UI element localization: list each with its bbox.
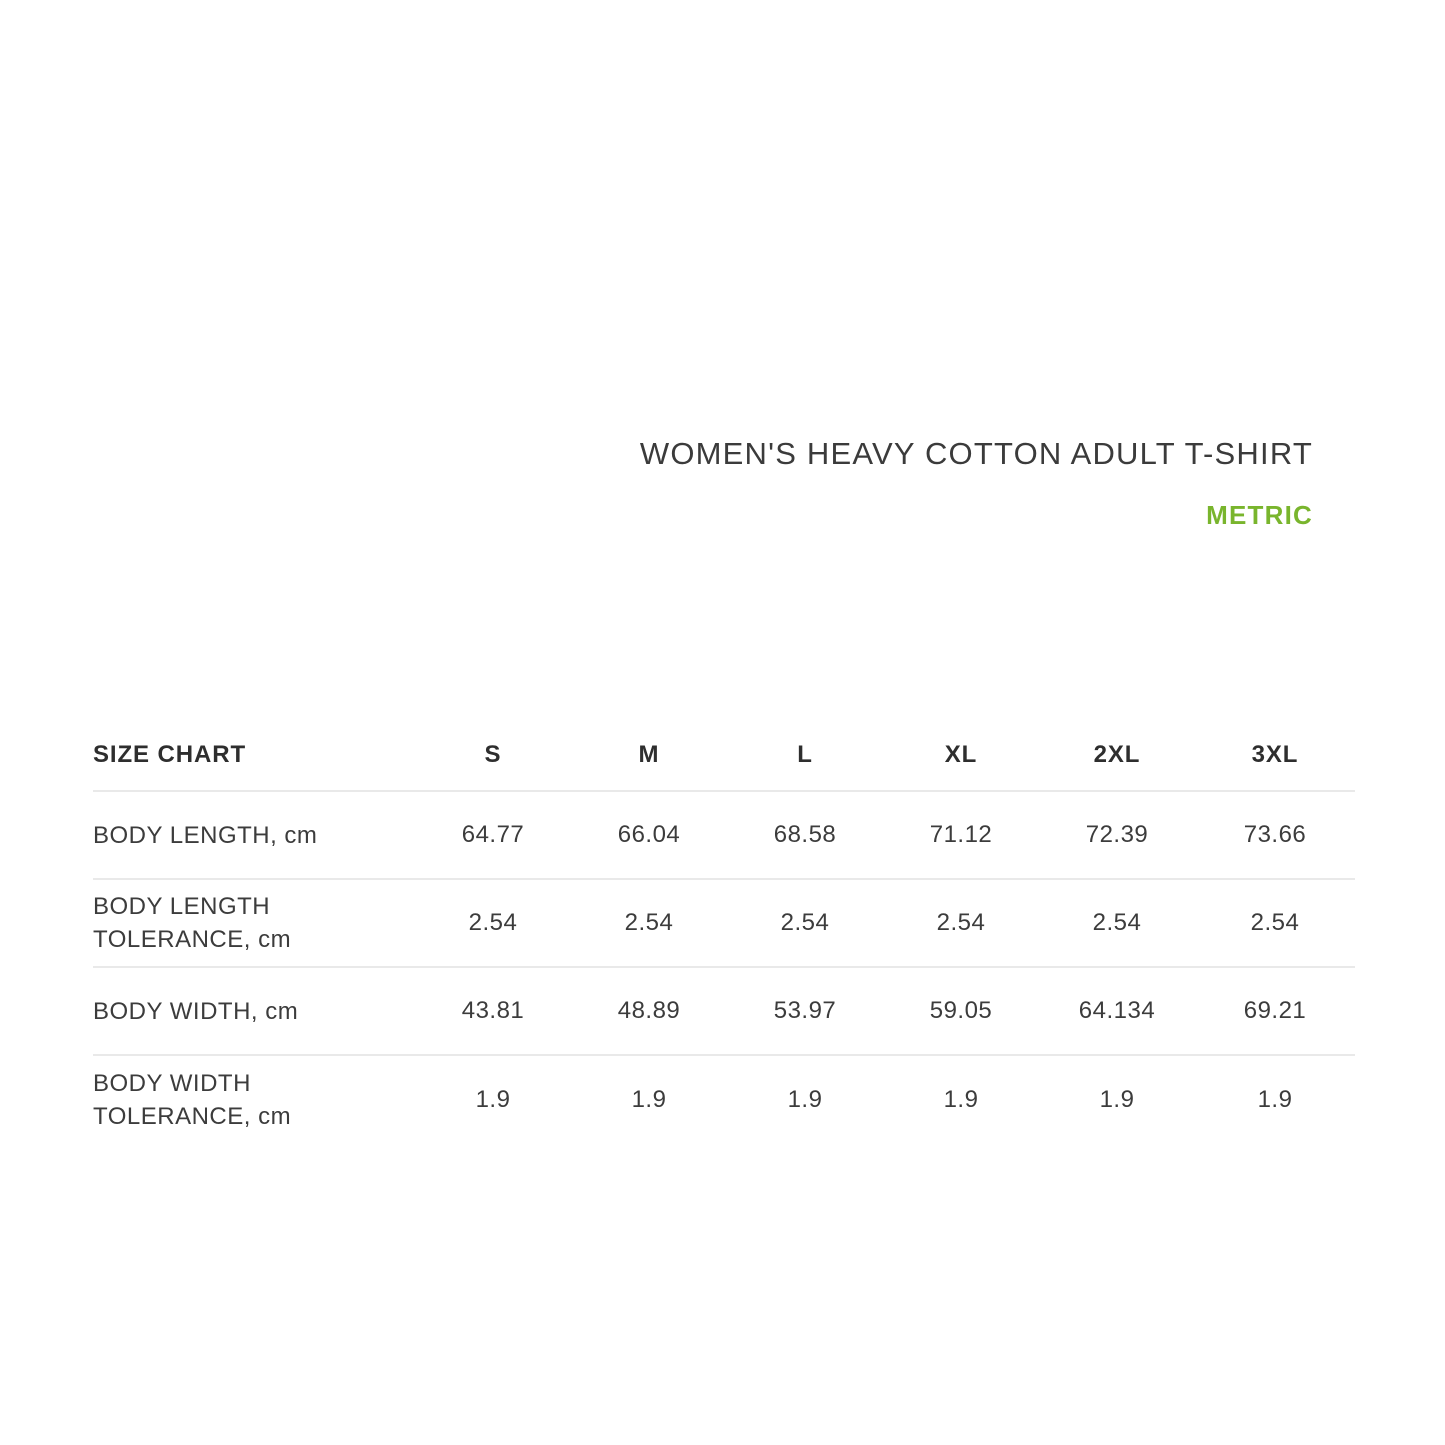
cell-body-length-l: 68.58 <box>773 821 837 848</box>
column-header-3xl: 3XL <box>1251 740 1299 768</box>
table-row <box>93 879 1355 967</box>
cell-body-width-xl: 59.05 <box>929 997 993 1024</box>
cell-body-length-m: 66.04 <box>617 821 681 848</box>
cell-body-width-m: 48.89 <box>617 997 681 1024</box>
size-chart-table <box>93 719 1355 1143</box>
table-row <box>93 1055 1355 1143</box>
row-label: BODY LENGTH TOLERANCE, cm <box>93 893 292 953</box>
cell-body-length-tol-m: 2.54 <box>624 909 674 936</box>
column-header-2xl: 2XL <box>1093 740 1141 768</box>
cell-body-length-xl: 71.12 <box>929 821 993 848</box>
column-header-xl: XL <box>944 740 978 768</box>
column-header-m: M <box>638 740 660 768</box>
cell-body-length-3xl: 73.66 <box>1243 821 1307 848</box>
cell-body-length-s: 64.77 <box>461 821 525 848</box>
cell-body-width-s: 43.81 <box>461 997 525 1024</box>
header-block <box>640 436 1313 530</box>
cell-body-width-tol-l: 1.9 <box>787 1085 823 1113</box>
row-label: BODY WIDTH, cm <box>93 997 299 1025</box>
cell-body-length-tol-2xl: 2.54 <box>1092 909 1142 936</box>
cell-body-width-tol-s: 1.9 <box>475 1085 511 1113</box>
page-title: WOMEN'S HEAVY COTTON ADULT T-SHIRT <box>639 436 1313 471</box>
cell-body-width-l: 53.97 <box>773 997 837 1024</box>
cell-body-length-2xl: 72.39 <box>1085 821 1149 848</box>
cell-body-width-tol-xl: 1.9 <box>943 1085 979 1113</box>
column-header-s: S <box>484 740 502 768</box>
cell-body-length-tol-s: 2.54 <box>468 909 518 936</box>
row-label: BODY LENGTH, cm <box>93 821 318 849</box>
cell-body-width-tol-2xl: 1.9 <box>1099 1085 1135 1113</box>
column-header-l: L <box>797 740 813 768</box>
cell-body-length-tol-l: 2.54 <box>780 909 830 936</box>
table-row <box>93 967 1355 1055</box>
table-header-row <box>93 719 1355 791</box>
cell-body-width-tol-3xl: 1.9 <box>1257 1085 1293 1113</box>
row-label: BODY WIDTH TOLERANCE, cm <box>93 1069 292 1130</box>
cell-body-length-tol-3xl: 2.54 <box>1250 909 1300 936</box>
table-row <box>93 791 1355 879</box>
metric-unit-toggle[interactable]: METRIC <box>1206 500 1313 530</box>
table-title: SIZE CHART <box>93 741 246 768</box>
cell-body-width-2xl: 64.134 <box>1078 997 1156 1024</box>
cell-body-width-3xl: 69.21 <box>1243 997 1307 1024</box>
cell-body-width-tol-m: 1.9 <box>631 1085 667 1113</box>
cell-body-length-tol-xl: 2.54 <box>936 909 986 936</box>
